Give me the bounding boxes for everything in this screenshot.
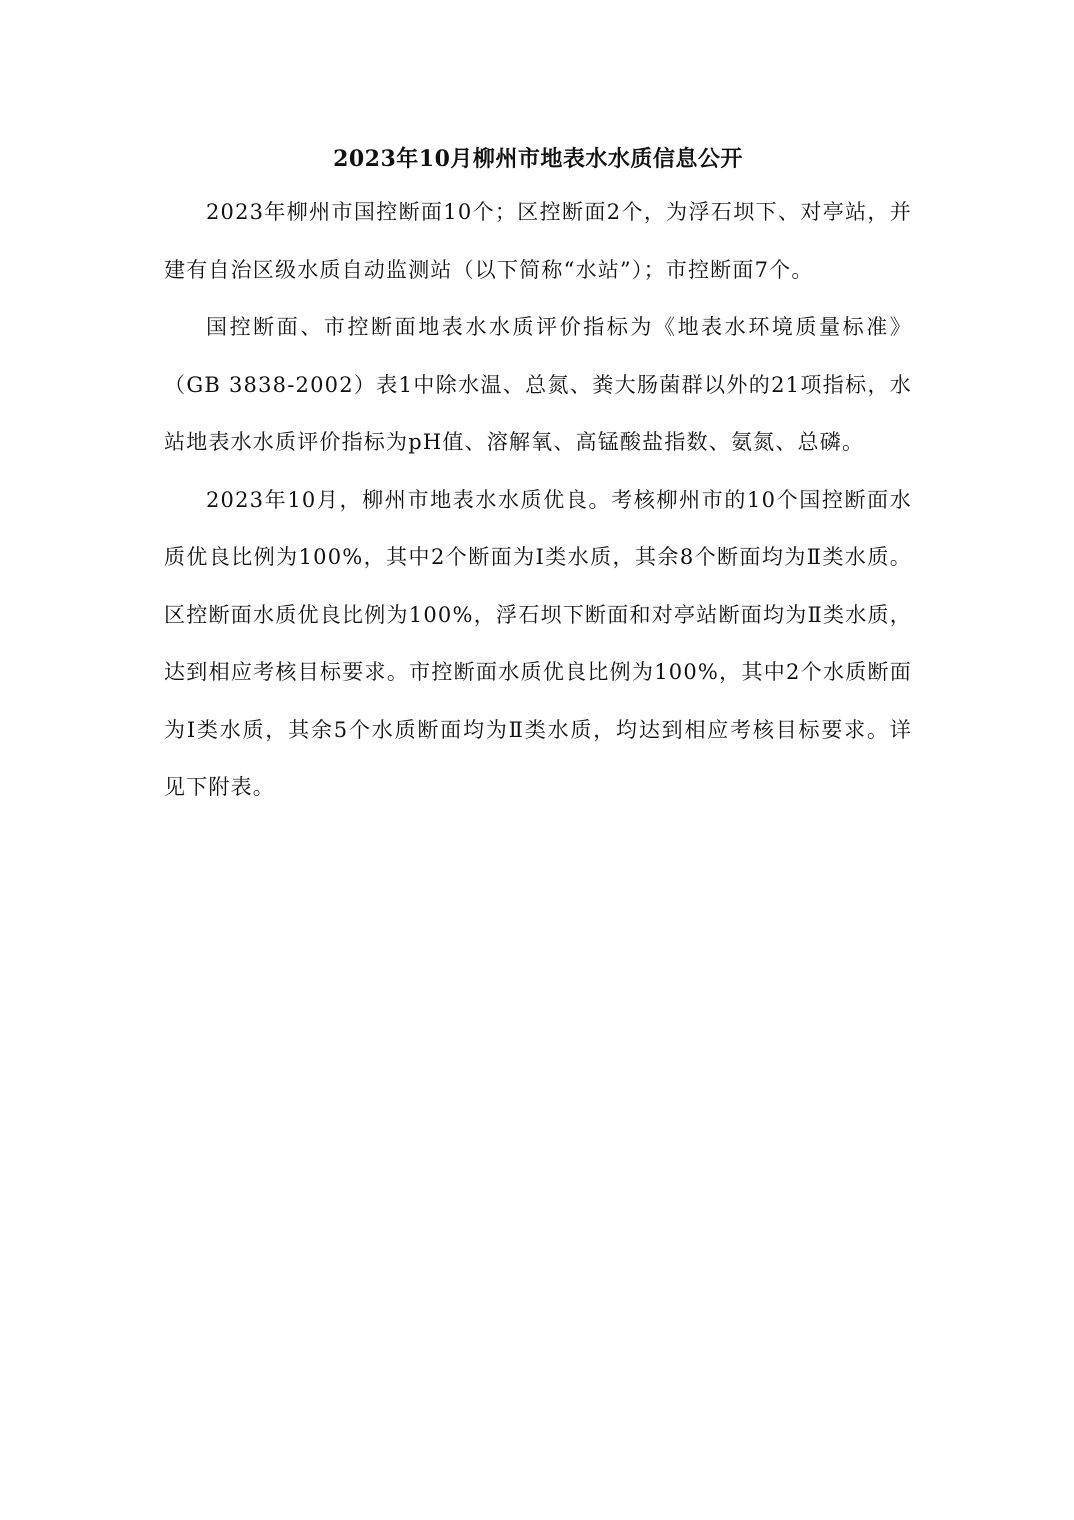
document-body: [164, 134, 912, 817]
paragraph-evaluation-indicators: 国控断面、市控断面地表水水质评价指标为《地表水环境质量标准》（GB 3838-2002）表1中除水温、总氮、粪大肠菌群以外的21项指标，水站地表水水质评价指标为pH值、溶解氧、高锰酸盐指数、氨氮、总磷。: [164, 315, 912, 454]
paragraph-water-quality-results: 2023年10月，柳州市地表水水质优良。考核柳州市的10个国控断面水质优良比例为100%，其中2个断面为Ⅰ类水质，其余8个断面均为Ⅱ类水质。区控断面水质优良比例为100%，浮石坝下断面和对亭站断面均为Ⅱ类水质，达到相应考核目标要求。市控断面水质优良比例为100%，其中2个水质断面为Ⅰ类水质，其余5个水质断面均为Ⅱ类水质，均达到相应考核目标要求。详见下附表。: [164, 487, 912, 799]
document-title: 2023年10月柳州市地表水水质信息公开: [333, 146, 743, 172]
paragraph-monitoring-sections: 2023年柳州市国控断面10个；区控断面2个，为浮石坝下、对亭站，并建有自治区级水质自动监测站（以下简称“水站”）；市控断面7个。: [164, 200, 912, 282]
